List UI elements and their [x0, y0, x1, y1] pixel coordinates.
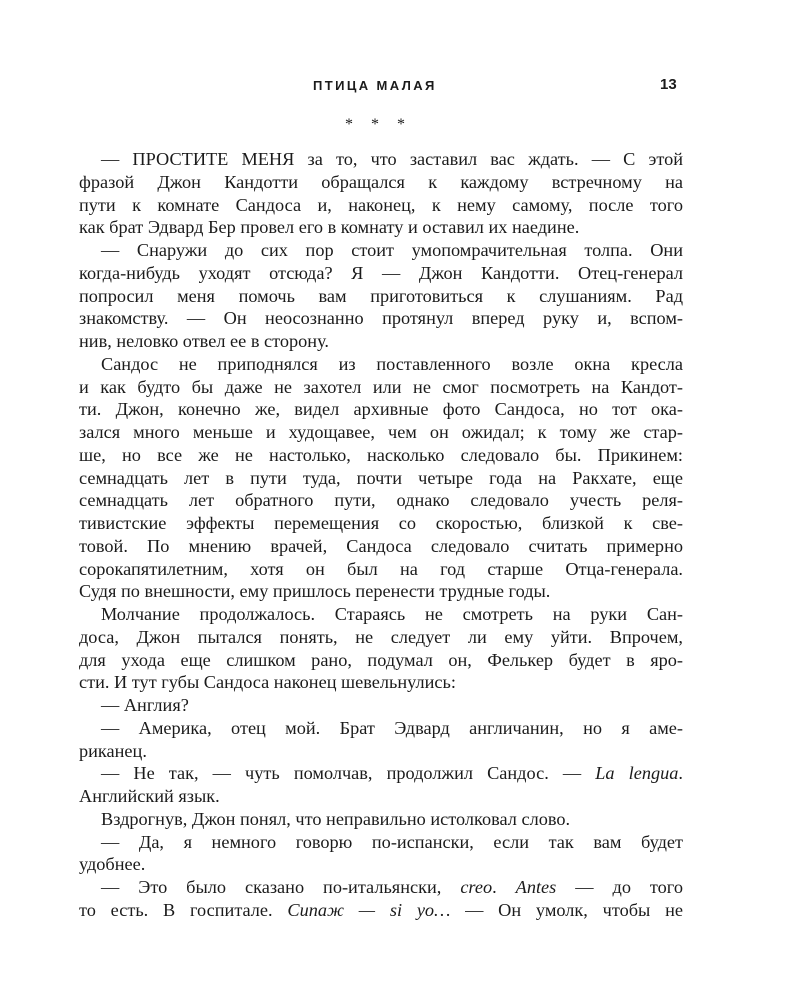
text-segment: Сандос не приподнялся из поставленного возле окна кресла — [101, 353, 683, 374]
text-segment: Судя по внешности, ему пришлось перенести трудные годы. — [79, 581, 551, 602]
text-segment: сорокапятилетним, хотя он был на год старше Отца-генерала. — [79, 558, 683, 579]
text-line — [79, 831, 683, 854]
text-segment: фразой Джон Кандотти обращался к каждому встречному на — [79, 171, 683, 192]
text-segment: нив, неловко отвел ее в сторону. — [79, 331, 329, 351]
text-line — [79, 194, 683, 217]
text-line — [79, 216, 683, 239]
text-line — [79, 444, 683, 467]
text-segment: — до того — [556, 877, 683, 897]
text-line — [79, 353, 683, 376]
text-line — [79, 512, 683, 535]
text-line — [79, 694, 683, 717]
text-line — [79, 649, 683, 672]
text-segment: . — [492, 877, 516, 897]
text-segment: Вздрогнув, Джон понял, что неправильно истолковал слово. — [101, 808, 571, 829]
italic-text: creo — [460, 877, 493, 897]
text-segment: риканец. — [79, 740, 147, 761]
text-segment: попросил меня помочь вам приготовиться к слушаниям. Рад — [79, 285, 683, 306]
italic-text: Сипаж — si yo… — [287, 899, 451, 920]
text-segment: — Да, я немного говорю по-испански, если так вам будет — [101, 831, 683, 852]
text-segment: — ПРОСТИТЕ МЕНЯ за то, что заставил вас ждать. — С этой — [101, 149, 683, 169]
text-line — [79, 285, 683, 308]
text-segment: когда-нибудь уходят отсюда? Я — Джон Кандотти. Отец-генерал — [79, 262, 683, 283]
text-line — [79, 489, 683, 512]
text-line — [79, 762, 683, 785]
text-segment: — Америка, отец мой. Брат Эдвард англичанин, но я аме- — [101, 717, 683, 738]
text-line — [79, 330, 683, 353]
text-line — [79, 421, 683, 444]
page-number: 13 — [660, 76, 677, 93]
text-line — [79, 262, 683, 285]
text-segment: ти. Джон, конечно же, видел архивные фото Сандоса, но тот ока- — [79, 399, 683, 420]
text-line — [79, 398, 683, 421]
text-segment: — Он умолк, чтобы не — [450, 899, 684, 920]
text-segment: — Это было сказано по-итальянски, — [101, 877, 461, 897]
text-segment: для ухода еще слишком рано, подумал он, Фелькер будет в яро- — [79, 649, 683, 670]
text-segment: Английский язык. — [79, 786, 220, 806]
text-segment: удобнее. — [79, 854, 146, 875]
text-segment: — Англия? — [101, 695, 189, 715]
text-segment: семнадцать лет в пути туда, почти четыре года на Ракхате, еще — [79, 467, 683, 488]
text-line — [79, 603, 683, 626]
text-segment: — Снаружи до сих пор стоит умопомрачительная толпа. Они — [101, 240, 683, 260]
text-line — [79, 808, 683, 831]
text-segment: товой. По мнению врачей, Сандоса следовало считать примерно — [79, 535, 683, 556]
text-line — [79, 307, 683, 330]
text-segment: семнадцать лет обратного пути, однако следовало учесть реля- — [79, 490, 683, 511]
italic-text: Antes — [515, 877, 557, 897]
text-segment: — Не так, — чуть помолчав, продолжил Сандос. — — [101, 763, 596, 784]
text-segment: как брат Эдвард Бер провел его в комнату и оставил их наедине. — [79, 217, 580, 238]
text-line — [79, 671, 683, 694]
text-line — [79, 899, 683, 922]
running-header-title: ПТИЦА МАЛАЯ — [313, 78, 437, 93]
text-segment: ше, но все же не настолько, насколько следовало бы. Прикинем: — [79, 444, 683, 465]
text-line — [79, 580, 683, 603]
text-line — [79, 785, 683, 808]
italic-text: La lengua — [595, 763, 679, 784]
text-line — [79, 717, 683, 740]
text-segment: то есть. В госпитале. — [79, 899, 288, 920]
text-segment: тивистские эффекты перемещения со скоростью, близкой к све- — [79, 513, 683, 533]
text-line — [79, 239, 683, 262]
body-text — [79, 148, 683, 922]
text-line — [79, 535, 683, 558]
text-segment: пути к комнате Сандоса и, наконец, к нему самому, после того — [79, 194, 683, 215]
text-line — [79, 558, 683, 581]
text-line — [79, 853, 683, 876]
text-line — [79, 467, 683, 490]
text-segment: . — [678, 763, 683, 784]
text-segment: и как будто бы даже не захотел или не смог посмотреть на Кандот- — [79, 376, 683, 397]
text-line — [79, 876, 683, 899]
text-line — [79, 626, 683, 649]
text-segment: знакомству. — Он неосознанно протянул вперед руку и, вспом- — [79, 308, 683, 329]
text-segment: сти. И тут губы Сандоса наконец шевельнулись: — [79, 672, 456, 693]
text-segment: зался много меньше и худощавее, чем он ожидал; к тому же стар- — [79, 422, 683, 442]
text-segment: Молчание продолжалось. Стараясь не смотреть на руки Сан- — [101, 604, 683, 624]
text-line — [79, 740, 683, 763]
text-segment: доса, Джон пытался понять, не следует ли ему уйти. Впрочем, — [79, 626, 683, 647]
text-line — [79, 148, 683, 171]
text-line — [79, 376, 683, 399]
section-separator: * * * — [345, 116, 405, 133]
text-line — [79, 171, 683, 194]
